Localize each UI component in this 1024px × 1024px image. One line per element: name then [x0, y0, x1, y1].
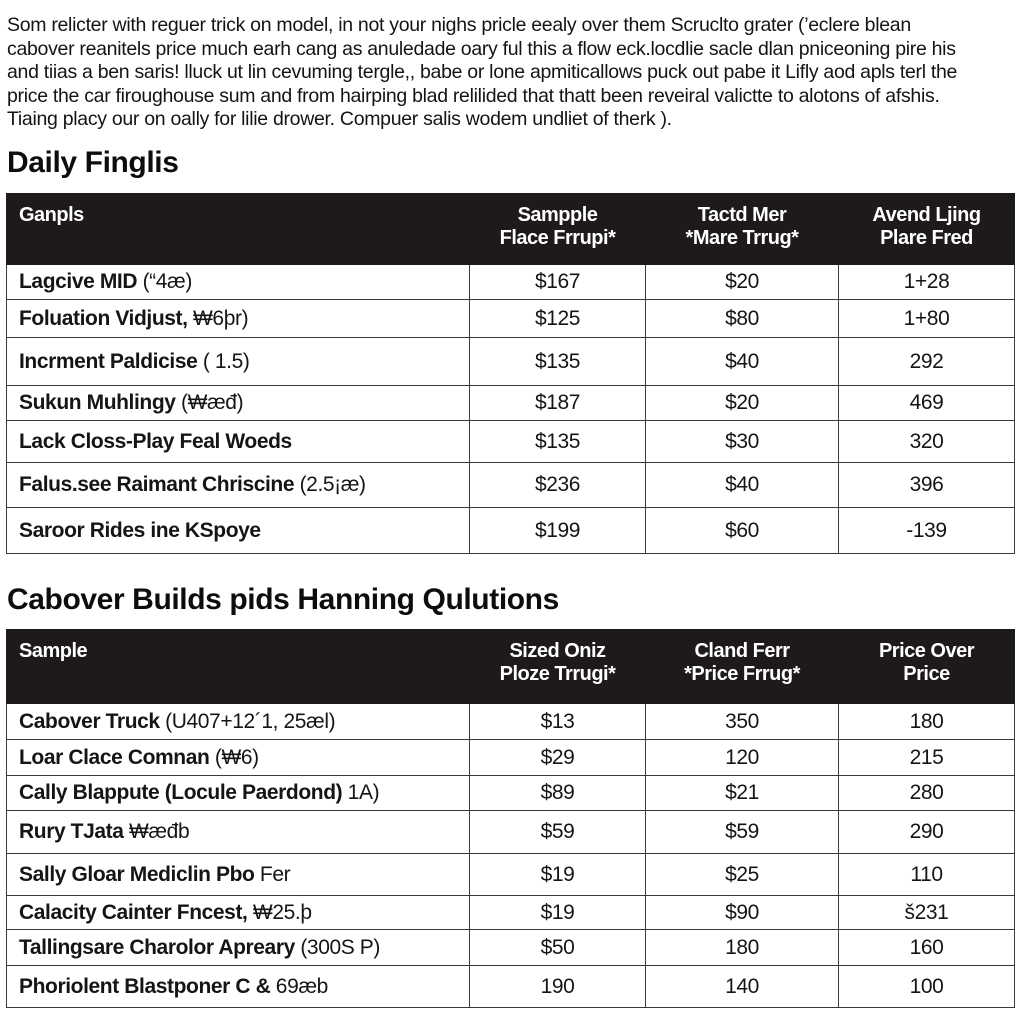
row-name-suffix: ₩25.þ: [247, 900, 312, 924]
row-name: Lagcive MID: [19, 270, 138, 293]
table-cell: 1+80: [839, 300, 1015, 338]
column-header-line: *Mare Trrug*: [685, 227, 799, 249]
column-header-line: Cland Ferr: [694, 640, 790, 662]
table-cell: 469: [839, 386, 1015, 421]
intro-line: cabover reanitels price much earh cang as anuledade oary ful this a flow eck.locdlie sacle dlan pniceoning pire his: [7, 37, 956, 60]
column-header: [7, 630, 470, 704]
row-name: Sally Gloar Mediclin Pbo: [19, 862, 255, 886]
row-name-suffix: Fer: [254, 862, 291, 886]
table-row: [7, 421, 1015, 463]
row-name: Foluation Vidjust,: [19, 306, 188, 330]
row-name: Falus.see Raimant Chriscine: [19, 473, 295, 496]
column-header: [7, 194, 470, 265]
table-cell: $125: [470, 300, 646, 338]
table-cell: $29: [470, 740, 646, 776]
row-name-suffix: (2.5¡æ): [294, 473, 366, 496]
row-label: [7, 811, 470, 854]
table-cell: $19: [470, 854, 646, 896]
table-cell: 292: [839, 338, 1015, 386]
table-cell: 320: [839, 421, 1015, 463]
row-label: [7, 508, 470, 554]
table-cell: 290: [839, 811, 1015, 854]
row-label: [7, 966, 470, 1008]
table-cell: $20: [646, 386, 839, 421]
row-name-suffix: (U407+12´1, 25æl): [159, 709, 336, 733]
column-header: [646, 194, 839, 265]
table-cell: $59: [470, 811, 646, 854]
intro-line: and tiias a ben saris! lluck ut lin cevuming tergle,, babe or lone apmiticallows puck out pabe it Lifly aod apls terl the: [7, 61, 958, 83]
table-cell: $135: [470, 338, 646, 386]
row-name: Lack Closs-Play Feal Woeds: [19, 429, 292, 453]
row-name-suffix: (₩æđ): [175, 391, 244, 414]
table-cell: $19: [470, 896, 646, 930]
column-header: [646, 630, 839, 704]
row-label: [7, 265, 470, 300]
row-name: Sukun Muhlingy: [19, 391, 176, 414]
table-row: [7, 704, 1015, 740]
table-row: [7, 508, 1015, 554]
row-name: Tallingsare Charolor Apreary: [19, 935, 295, 959]
column-header-line: *Price Frrug*: [684, 663, 800, 685]
column-header-line: Price Over: [878, 640, 975, 662]
row-label: [7, 386, 470, 421]
row-name-suffix: (300S P): [294, 935, 380, 959]
column-header-line: Sample: [19, 640, 88, 662]
table-cell: 280: [839, 776, 1015, 811]
table-cell: 110: [839, 854, 1015, 896]
column-header-line: Avend Ljing: [872, 204, 981, 226]
column-header-line: Flace Frrupi*: [499, 227, 616, 249]
table-cell: $13: [470, 704, 646, 740]
row-label: [7, 930, 470, 966]
table-row: [7, 338, 1015, 386]
column-header-line: Ganpls: [19, 204, 84, 226]
column-header: [470, 194, 646, 265]
table-cell: 350: [646, 704, 839, 740]
table-cell: 396: [839, 463, 1015, 508]
table-cell: 100: [839, 966, 1015, 1008]
table-cell: 1+28: [839, 265, 1015, 300]
table-cell: $89: [470, 776, 646, 811]
row-name: Cally Blappute (Locule Paerdond): [19, 781, 343, 804]
row-label: [7, 338, 470, 386]
table-cell: $40: [646, 338, 839, 386]
table-row: [7, 265, 1015, 300]
intro-line: Som relicter with reguer trick on model, in not your nighs pricle eealy over them Scruclto grater (’eclere blean: [7, 14, 911, 36]
row-name: Phoriolent Blastponer C &: [19, 974, 271, 998]
table-cell: š231: [839, 896, 1015, 930]
table-cell: $21: [646, 776, 839, 811]
table-cell: $135: [470, 421, 646, 463]
column-header: [839, 630, 1015, 704]
table-cell: $20: [646, 265, 839, 300]
row-name: Rury TJata: [19, 820, 124, 843]
column-header-line: Sampple: [517, 204, 598, 226]
row-name: Calacity Cainter Fncest,: [19, 900, 248, 924]
price-table-cabover: [6, 629, 1015, 1008]
table-row: [7, 386, 1015, 421]
table-cell: $236: [470, 463, 646, 508]
row-name-suffix: ( 1.5): [197, 349, 250, 373]
table-cell: $50: [470, 930, 646, 966]
row-name: Incrment Paldicise: [19, 349, 198, 373]
row-name: Cabover Truck: [19, 709, 160, 733]
row-label: [7, 740, 470, 776]
table-cell: 180: [839, 704, 1015, 740]
table-header-row: [7, 194, 1015, 265]
table-cell: $30: [646, 421, 839, 463]
column-header-line: Ploze Trrugi*: [499, 663, 616, 685]
row-name-suffix: ₩æđb: [123, 820, 190, 843]
table-cell: -139: [839, 508, 1015, 554]
row-label: [7, 421, 470, 463]
price-table-daily: [6, 193, 1015, 554]
table-cell: 120: [646, 740, 839, 776]
table-header-row: [7, 630, 1015, 704]
table-cell: $187: [470, 386, 646, 421]
row-label: [7, 776, 470, 811]
table-cell: $167: [470, 265, 646, 300]
table-row: [7, 740, 1015, 776]
table-row: [7, 300, 1015, 338]
table-cell: $40: [646, 463, 839, 508]
intro-line: Tiaing placy our on oally for lilie drower. Compuer salis wodem undliet of therk ).: [7, 108, 672, 130]
table-row: [7, 896, 1015, 930]
column-header: [839, 194, 1015, 265]
table-row: [7, 966, 1015, 1008]
row-name: Loar Clace Comnan: [19, 745, 210, 769]
section-title-daily: Daily Finglis: [7, 146, 179, 179]
row-label: [7, 463, 470, 508]
section-title-cabover: Cabover Builds pids Hanning Qulutions: [7, 583, 559, 616]
table-cell: $60: [646, 508, 839, 554]
row-label: [7, 704, 470, 740]
row-name-suffix: 69æb: [270, 974, 328, 998]
row-name-suffix: ₩6þr): [187, 306, 249, 330]
table-cell: 180: [646, 930, 839, 966]
table-cell: $199: [470, 508, 646, 554]
column-header-line: Plare Fred: [880, 227, 973, 249]
column-header-line: Tactd Mer: [697, 204, 787, 226]
table-cell: $90: [646, 896, 839, 930]
row-name-suffix: 1A): [342, 781, 380, 804]
table-cell: 215: [839, 740, 1015, 776]
intro-paragraph: [7, 14, 1017, 132]
intro-line: price the car firoughouse sum and from hairping blad relilided that thatt been reveiral valictte to alotons of afshis.: [7, 84, 940, 107]
row-label: [7, 896, 470, 930]
table-cell: 160: [839, 930, 1015, 966]
row-name: Saroor Rides ine KSpoye: [19, 518, 261, 542]
row-name-suffix: (₩6): [209, 745, 259, 769]
table-cell: 140: [646, 966, 839, 1008]
column-header-line: Sized Oniz: [509, 640, 606, 662]
table-row: [7, 776, 1015, 811]
table-cell: 190: [470, 966, 646, 1008]
table-cell: $25: [646, 854, 839, 896]
table-row: [7, 463, 1015, 508]
table-row: [7, 854, 1015, 896]
table-row: [7, 811, 1015, 854]
table-row: [7, 930, 1015, 966]
row-label: [7, 300, 470, 338]
column-header: [470, 630, 646, 704]
table-cell: $59: [646, 811, 839, 854]
row-label: [7, 854, 470, 896]
row-name-suffix: (“4æ): [137, 270, 192, 293]
table-cell: $80: [646, 300, 839, 338]
column-header-line: Price: [903, 663, 950, 685]
